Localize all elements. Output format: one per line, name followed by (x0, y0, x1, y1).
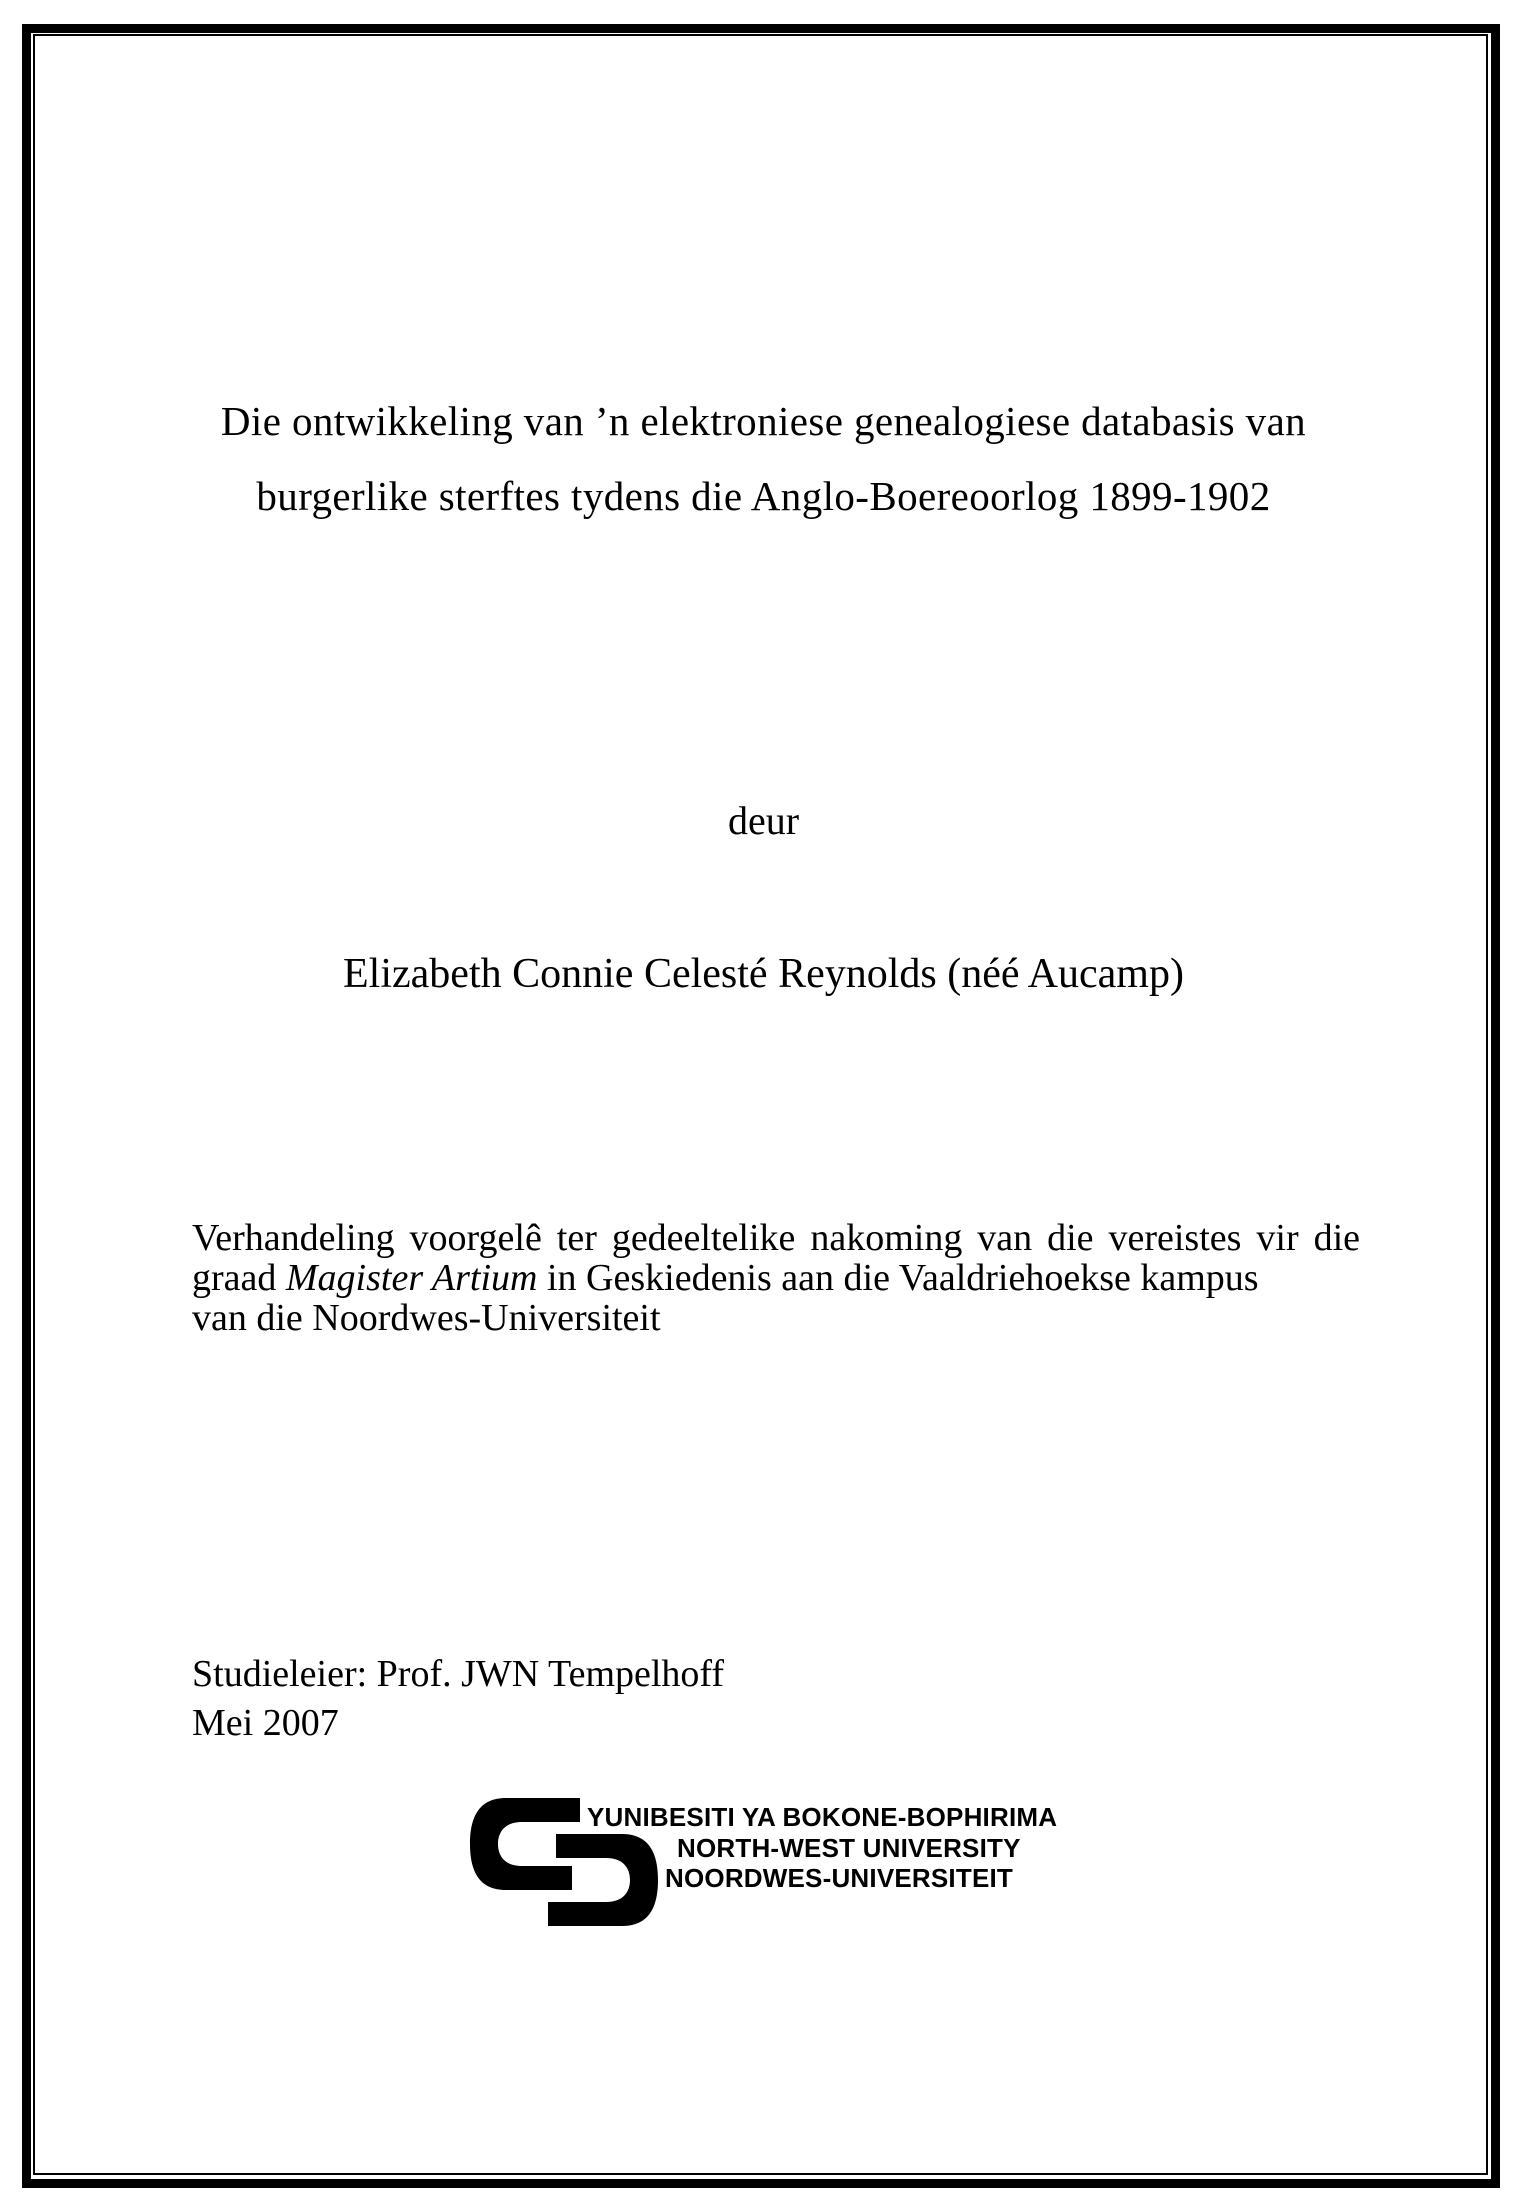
author-name: Elizabeth Connie Celesté Reynolds (néé Aucamp) (343, 951, 1184, 997)
university-logo (468, 1796, 1108, 1941)
supervisor-line: Studieleier: Prof. JWN Tempelhoff (192, 1653, 725, 1695)
thesis-title (0, 384, 1527, 534)
degree-statement-line3: van die Noordwes-Universiteit (192, 1297, 661, 1339)
logo-text-setswana: YUNIBESITI YA BOKONE-BOPHIRIMA (587, 1802, 1058, 1832)
thesis-title-line2: burgerlike sterftes tydens die Anglo-Boereoorlog 1899-1902 (256, 473, 1271, 519)
imprint-block (192, 1650, 724, 1748)
thesis-title-line1: Die ontwikkeling van ’n elektroniese genealogiese databasis van (220, 398, 1307, 444)
degree-statement-line1: Verhandeling voorgelê ter gedeeltelike nakoming van die vereistes vir die (192, 1217, 1360, 1259)
logo-text-afrikaans: NOORDWES-UNIVERSITEIT (665, 1863, 1013, 1893)
byline-label: deur (727, 798, 800, 843)
degree-statement-line2 (192, 1258, 1360, 1298)
degree-statement (192, 1218, 1360, 1338)
degree-statement-line2-suffix: in Geskiedenis aan die Vaaldriehoekse kampus (537, 1257, 1259, 1299)
date-line: Mei 2007 (192, 1702, 339, 1744)
logo-text-english: NORTH-WEST UNIVERSITY (677, 1833, 1021, 1863)
degree-statement-line2-prefix: graad (192, 1257, 286, 1299)
degree-name-italic: Magister Artium (285, 1257, 538, 1299)
